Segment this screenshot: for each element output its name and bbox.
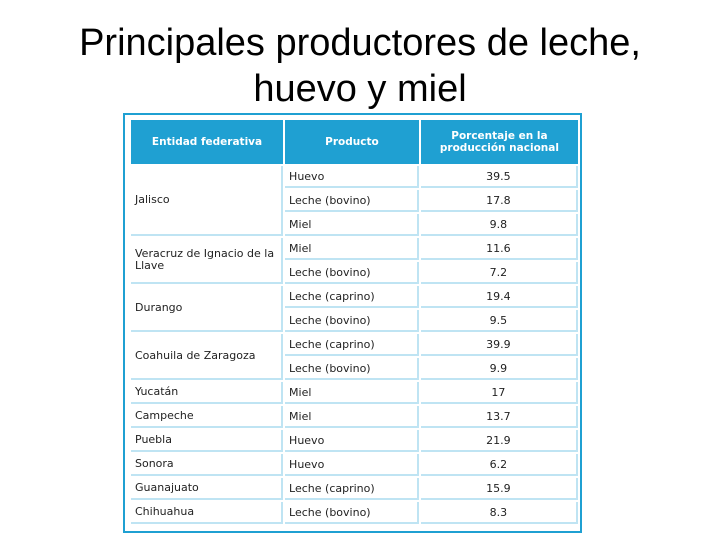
cell-percent: 39.9 [421,334,578,356]
table-row [131,286,578,308]
cell-state: Chihuahua [131,502,283,524]
cell-product: Leche (caprino) [285,286,419,308]
cell-percent: 9.5 [421,310,578,332]
cell-product: Leche (bovino) [285,310,419,332]
cell-percent: 11.6 [421,238,578,260]
cell-percent: 17.8 [421,190,578,212]
cell-product: Leche (bovino) [285,190,419,212]
slide-title-line-2: huevo y miel [253,68,467,110]
table-row [131,430,578,452]
cell-percent: 9.9 [421,358,578,380]
table-row [131,406,578,428]
cell-percent: 19.4 [421,286,578,308]
cell-state: Sonora [131,454,283,476]
cell-product: Huevo [285,430,419,452]
cell-percent: 15.9 [421,478,578,500]
cell-percent: 9.8 [421,214,578,236]
cell-percent: 13.7 [421,406,578,428]
cell-product: Miel [285,382,419,404]
cell-state: Coahuila de Zaragoza [131,334,283,380]
cell-state: Puebla [131,430,283,452]
cell-product: Huevo [285,454,419,476]
cell-percent: 8.3 [421,502,578,524]
cell-state: Veracruz de Ignacio de la Llave [131,238,283,284]
table-row [131,478,578,500]
cell-product: Leche (bovino) [285,262,419,284]
header-state: Entidad federativa [131,120,283,164]
cell-product: Miel [285,406,419,428]
cell-state: Guanajuato [131,478,283,500]
cell-state: Durango [131,286,283,332]
table-row [131,238,578,260]
cell-percent: 39.5 [421,166,578,188]
cell-percent: 6.2 [421,454,578,476]
cell-product: Miel [285,238,419,260]
table-row [131,334,578,356]
production-table-frame [123,113,582,533]
table-row [131,454,578,476]
slide-title-line-1: Principales productores de leche, [79,22,641,64]
cell-state: Campeche [131,406,283,428]
cell-percent: 7.2 [421,262,578,284]
table-row [131,382,578,404]
cell-product: Leche (caprino) [285,334,419,356]
cell-state: Jalisco [131,166,283,236]
cell-product: Leche (caprino) [285,478,419,500]
table-header-row [131,120,578,164]
table-row [131,502,578,524]
table-row [131,166,578,188]
production-table [129,118,580,526]
cell-product: Huevo [285,166,419,188]
table-body [131,166,578,524]
header-product: Producto [285,120,419,164]
slide-title [0,20,720,112]
cell-state: Yucatán [131,382,283,404]
header-percent: Porcentaje en la producción nacional [421,120,578,164]
cell-product: Leche (bovino) [285,358,419,380]
cell-product: Miel [285,214,419,236]
cell-percent: 17 [421,382,578,404]
cell-product: Leche (bovino) [285,502,419,524]
cell-percent: 21.9 [421,430,578,452]
